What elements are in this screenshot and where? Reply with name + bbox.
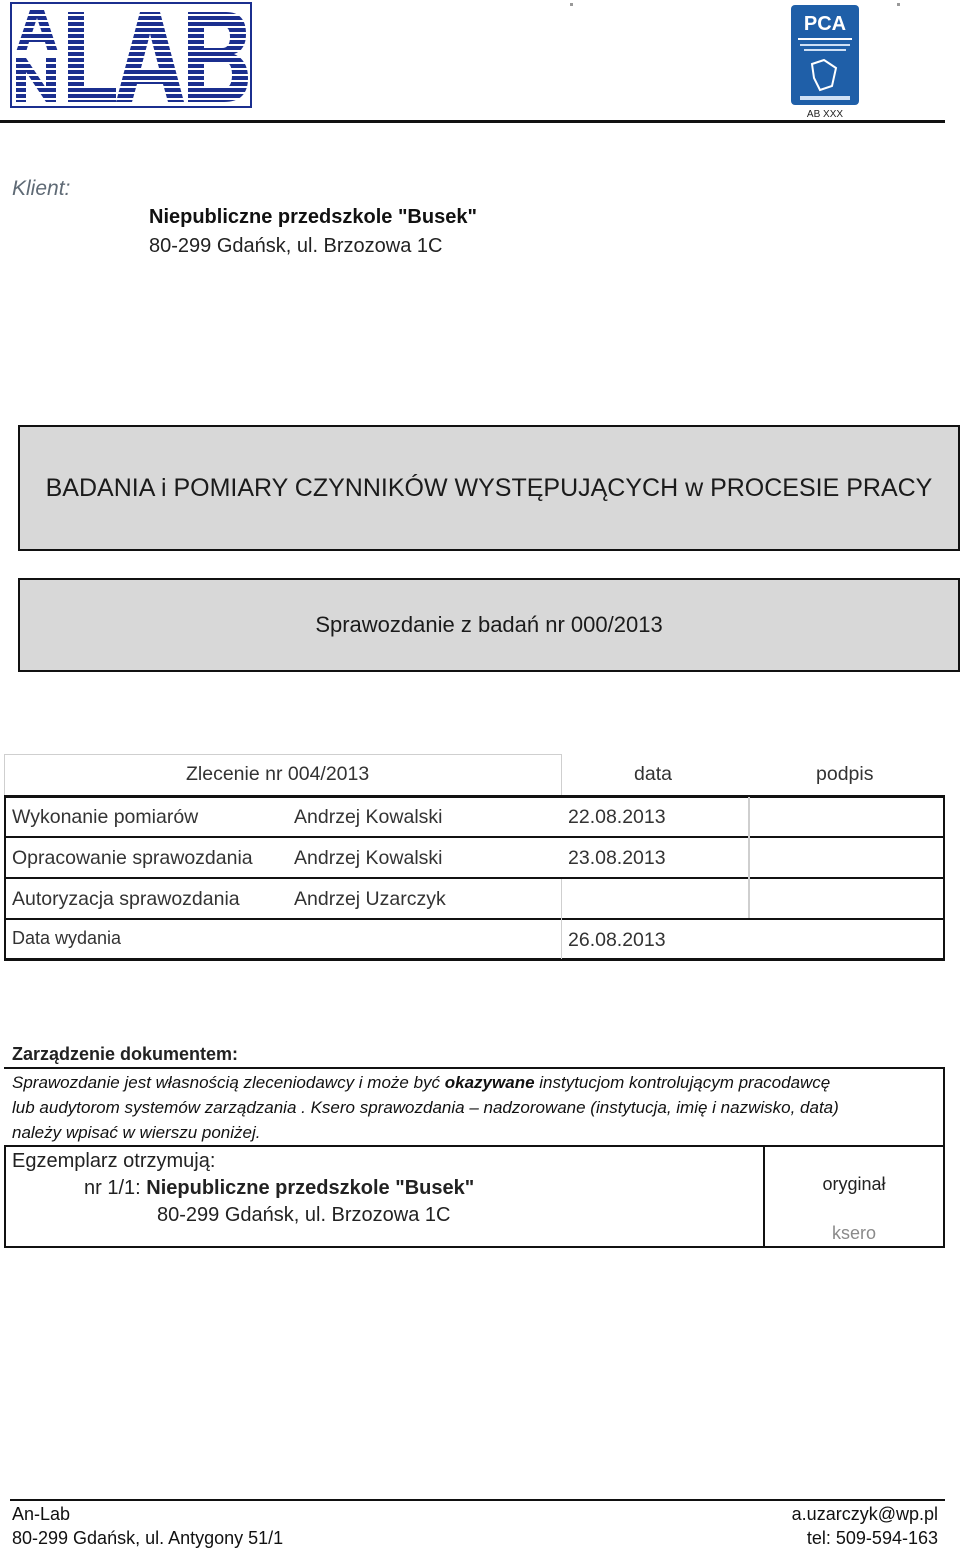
row-label: Wykonanie pomiarów	[12, 806, 199, 828]
note-emphasis: okazywane	[444, 1073, 535, 1092]
table-border	[4, 836, 945, 838]
ownership-note-line-3: należy wpisać w wierszu poniżej.	[12, 1123, 261, 1142]
client-label: Klient:	[12, 177, 71, 200]
copy-number: nr 1/1:	[84, 1177, 147, 1199]
footer-divider	[10, 1499, 945, 1501]
note-top-border	[4, 1067, 945, 1069]
footer-company: An-Lab	[12, 1504, 71, 1524]
pca-accreditation-logo	[790, 4, 860, 120]
report-number-banner	[18, 578, 960, 672]
copy-recipient-address: 80-299 Gdańsk, ul. Brzozowa 1C	[157, 1204, 451, 1226]
row-label: Opracowanie sprawozdania	[12, 847, 253, 869]
copy-recipient-name: Niepubliczne przedszkole "Busek"	[146, 1177, 475, 1199]
svg-text:PCA: PCA	[803, 13, 847, 35]
note-text: instytucjom kontrolującym pracodawcę	[534, 1073, 831, 1092]
ownership-note-line-2: lub audytorom systemów zarządzania . Ksero sprawozdania – nadzorowane (instytucja, imię i nazwisko, data)	[12, 1098, 839, 1117]
original-label: oryginał	[822, 1174, 886, 1194]
decorative-dot	[897, 3, 900, 6]
row-person: Andrzej Kowalski	[294, 847, 443, 869]
table-border	[4, 958, 945, 961]
report-title-banner	[18, 425, 960, 551]
row-label: Autoryzacja sprawozdania	[12, 888, 240, 910]
row-date: 22.08.2013	[568, 806, 666, 828]
footer-address: 80-299 Gdańsk, ul. Antygony 51/1	[12, 1528, 284, 1548]
ownership-note-line-1	[12, 1070, 940, 1095]
table-border	[561, 754, 562, 796]
decorative-dot	[570, 3, 573, 6]
anlab-logo-graphic	[12, 4, 250, 106]
table-border	[4, 754, 562, 755]
row-date: 23.08.2013	[568, 847, 666, 869]
pca-logo-graphic	[790, 4, 860, 120]
signature-column-header: podpis	[816, 763, 874, 785]
header-divider	[0, 120, 945, 123]
note-right-border	[943, 1067, 945, 1147]
copy-recipient	[84, 1177, 474, 1200]
footer-email: a.uzarczyk@wp.pl	[791, 1504, 938, 1524]
copies-divider	[763, 1145, 765, 1248]
copies-label: Egzemplarz otrzymują:	[12, 1150, 216, 1172]
anlab-logo	[10, 2, 252, 108]
table-border	[4, 795, 6, 961]
table-border	[748, 797, 750, 918]
accreditation-number: AB XXX	[806, 109, 844, 120]
table-border	[4, 795, 945, 798]
document-management-title: Zarządzenie dokumentem:	[12, 1044, 239, 1064]
xerox-label: ksero	[831, 1223, 876, 1243]
client-name: Niepubliczne przedszkole "Busek"	[149, 206, 477, 228]
table-border	[561, 879, 562, 959]
report-title: BADANIA i POMIARY CZYNNIKÓW WYSTĘPUJĄCYCH w PROCESIE PRACY	[45, 473, 933, 502]
note-text: Sprawozdanie jest własnością zleceniodawcy i może być	[12, 1073, 445, 1092]
issue-date-label: Data wydania	[12, 928, 122, 948]
row-person: Andrzej Uzarczyk	[294, 888, 446, 910]
row-person: Andrzej Kowalski	[294, 806, 443, 828]
report-number: Sprawozdanie z badań nr 000/2013	[315, 612, 663, 637]
date-column-header: data	[634, 763, 672, 785]
footer-phone: tel: 509-594-163	[806, 1528, 938, 1548]
table-border	[4, 877, 945, 879]
order-number: Zlecenie nr 004/2013	[186, 763, 370, 785]
table-border	[4, 918, 945, 920]
table-border	[4, 754, 5, 796]
client-address: 80-299 Gdańsk, ul. Brzozowa 1C	[149, 235, 443, 257]
table-border	[943, 795, 945, 961]
issue-date: 26.08.2013	[568, 929, 666, 951]
